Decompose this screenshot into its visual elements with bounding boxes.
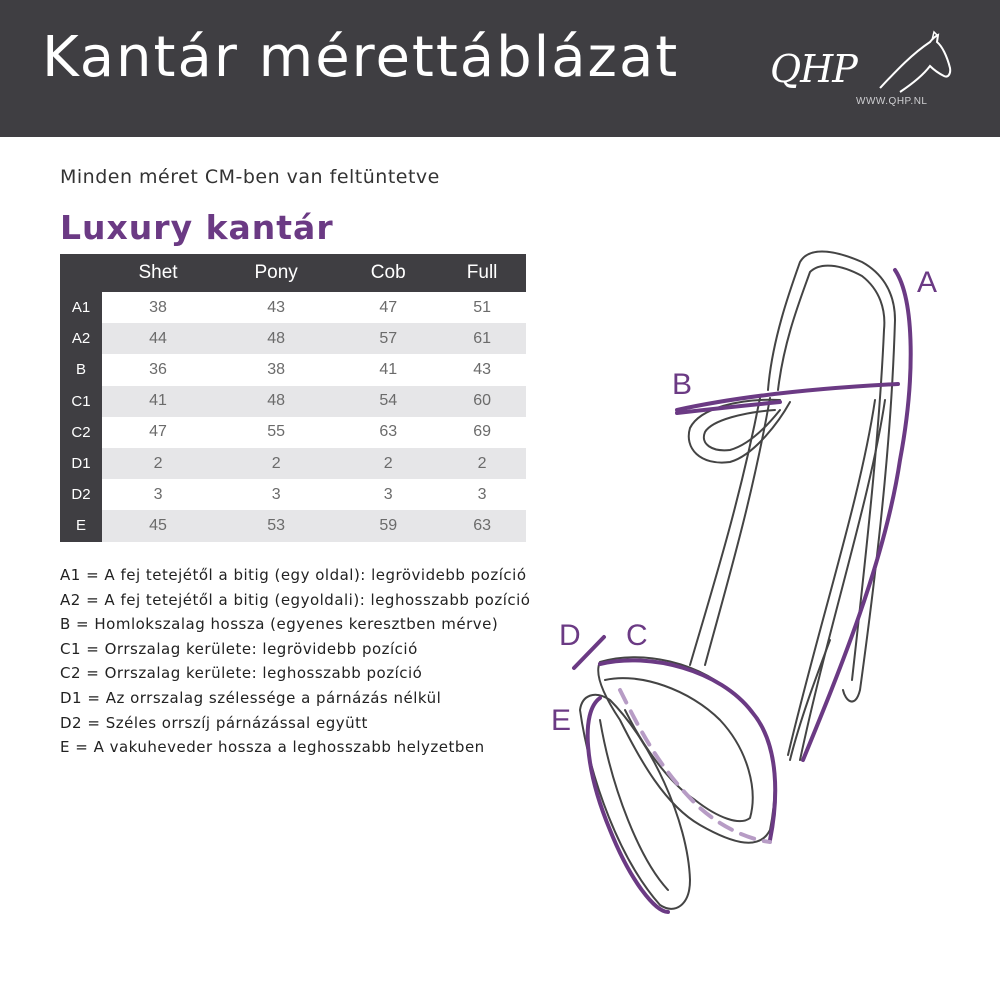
legend-item: C1 = Orrszalag kerülete: legrövidebb pozíció bbox=[60, 639, 418, 658]
table-header-row bbox=[60, 254, 526, 292]
table-cell: 2 bbox=[102, 448, 214, 479]
section-title: Luxury kantár bbox=[60, 208, 334, 247]
column-header: Cob bbox=[338, 254, 438, 292]
table-cell: 3 bbox=[338, 479, 438, 510]
page-title: Kantár mérettáblázat bbox=[42, 25, 680, 90]
row-label: D1 bbox=[60, 448, 102, 479]
row-label: A2 bbox=[60, 323, 102, 354]
diagram-label-a: A bbox=[917, 266, 938, 299]
row-label: C1 bbox=[60, 386, 102, 417]
legend-item: E = A vakuheveder hossza a leghosszabb helyzetben bbox=[60, 738, 485, 757]
table-cell: 60 bbox=[438, 386, 526, 417]
row-label: B bbox=[60, 354, 102, 385]
table-cell: 69 bbox=[438, 417, 526, 448]
table-cell: 2 bbox=[214, 448, 338, 479]
table-row bbox=[60, 417, 526, 448]
header-bar bbox=[0, 0, 1000, 137]
legend-item: A1 = A fej tetejétől a bitig (egy oldal): legrövidebb pozíció bbox=[60, 566, 527, 584]
table-row bbox=[60, 354, 526, 385]
bridle-diagram bbox=[540, 240, 980, 940]
table-row bbox=[60, 479, 526, 510]
table-cell: 53 bbox=[214, 510, 338, 541]
table-cell: 41 bbox=[338, 354, 438, 385]
column-header: Shet bbox=[102, 254, 214, 292]
diagram-label-c: C bbox=[626, 619, 648, 652]
row-label: A1 bbox=[60, 292, 102, 323]
table-row bbox=[60, 510, 526, 541]
table-row bbox=[60, 292, 526, 323]
table-cell: 45 bbox=[102, 510, 214, 541]
table-cell: 48 bbox=[214, 323, 338, 354]
legend-item: B = Homlokszalag hossza (egyenes keresztben mérve) bbox=[60, 615, 499, 634]
table-cell: 41 bbox=[102, 386, 214, 417]
table-cell: 38 bbox=[214, 354, 338, 385]
diagram-label-b: B bbox=[672, 368, 693, 401]
table-cell: 2 bbox=[438, 448, 526, 479]
diagram-label-d: D bbox=[559, 619, 581, 652]
table-cell: 38 bbox=[102, 292, 214, 323]
row-label: C2 bbox=[60, 417, 102, 448]
table-cell: 54 bbox=[338, 386, 438, 417]
table-cell: 44 bbox=[102, 323, 214, 354]
column-header: Full bbox=[438, 254, 526, 292]
table-cell: 48 bbox=[214, 386, 338, 417]
qhp-logo bbox=[762, 30, 962, 110]
table-cell: 61 bbox=[438, 323, 526, 354]
diagram-label-e: E bbox=[551, 704, 572, 737]
size-table bbox=[60, 254, 526, 542]
measurement-legend bbox=[60, 563, 530, 760]
table-cell: 43 bbox=[438, 354, 526, 385]
table-cell: 63 bbox=[438, 510, 526, 541]
table-row bbox=[60, 386, 526, 417]
bridle-outline bbox=[580, 252, 895, 909]
table-cell: 51 bbox=[438, 292, 526, 323]
table-row bbox=[60, 448, 526, 479]
table-cell: 36 bbox=[102, 354, 214, 385]
legend-item: A2 = A fej tetejétől a bitig (egyoldali): leghosszabb pozíció bbox=[60, 590, 531, 609]
column-header: Pony bbox=[214, 254, 338, 292]
table-cell: 57 bbox=[338, 323, 438, 354]
table-cell: 3 bbox=[214, 479, 338, 510]
table-row bbox=[60, 323, 526, 354]
measure-e-line bbox=[588, 698, 668, 912]
logo-text: QHP bbox=[770, 47, 857, 91]
legend-item: D1 = Az orrszalag szélessége a párnázás nélkül bbox=[60, 688, 442, 707]
table-corner bbox=[60, 254, 102, 292]
legend-item: C2 = Orrszalag kerülete: leghosszabb pozíció bbox=[60, 664, 423, 683]
table-cell: 47 bbox=[102, 417, 214, 448]
units-note: Minden méret CM-ben van feltüntetve bbox=[60, 166, 440, 188]
table-cell: 2 bbox=[338, 448, 438, 479]
table-cell: 55 bbox=[214, 417, 338, 448]
logo-url: WWW.QHP.NL bbox=[856, 96, 928, 107]
table-cell: 3 bbox=[102, 479, 214, 510]
measurement-lines bbox=[574, 270, 911, 912]
table-cell: 43 bbox=[214, 292, 338, 323]
row-label: D2 bbox=[60, 479, 102, 510]
table-cell: 59 bbox=[338, 510, 438, 541]
table-cell: 3 bbox=[438, 479, 526, 510]
row-label: E bbox=[60, 510, 102, 541]
legend-item: D2 = Széles orrszíj párnázással együtt bbox=[60, 713, 368, 732]
table-cell: 47 bbox=[338, 292, 438, 323]
table-cell: 63 bbox=[338, 417, 438, 448]
